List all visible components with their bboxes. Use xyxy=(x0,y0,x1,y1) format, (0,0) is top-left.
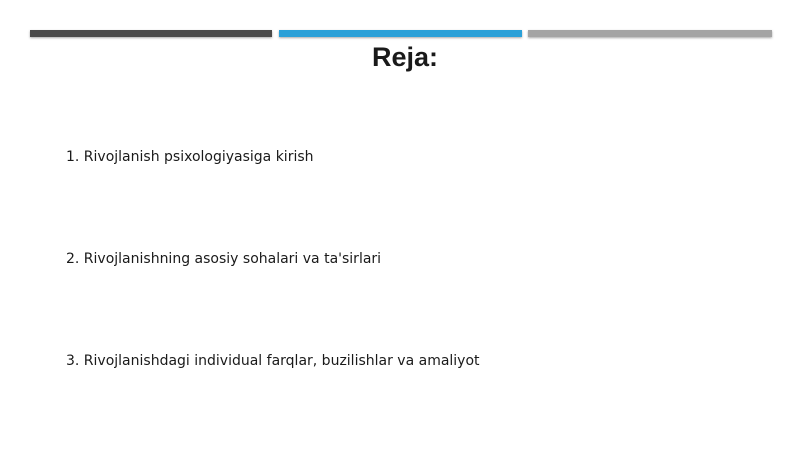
agenda-item-3: 3. Rivojlanishdagi individual farqlar, buzilishlar va amaliyot xyxy=(66,353,480,369)
accent-bar-gray xyxy=(528,30,772,37)
slide-title: Reja: xyxy=(371,42,439,72)
accent-bars xyxy=(30,30,772,38)
accent-bar-dark xyxy=(30,30,272,37)
agenda-item-1: 1. Rivojlanish psixologiyasiga kirish xyxy=(66,149,314,165)
accent-bar-blue xyxy=(279,30,522,37)
agenda-item-2: 2. Rivojlanishning asosiy sohalari va ta'sirlari xyxy=(66,251,382,267)
